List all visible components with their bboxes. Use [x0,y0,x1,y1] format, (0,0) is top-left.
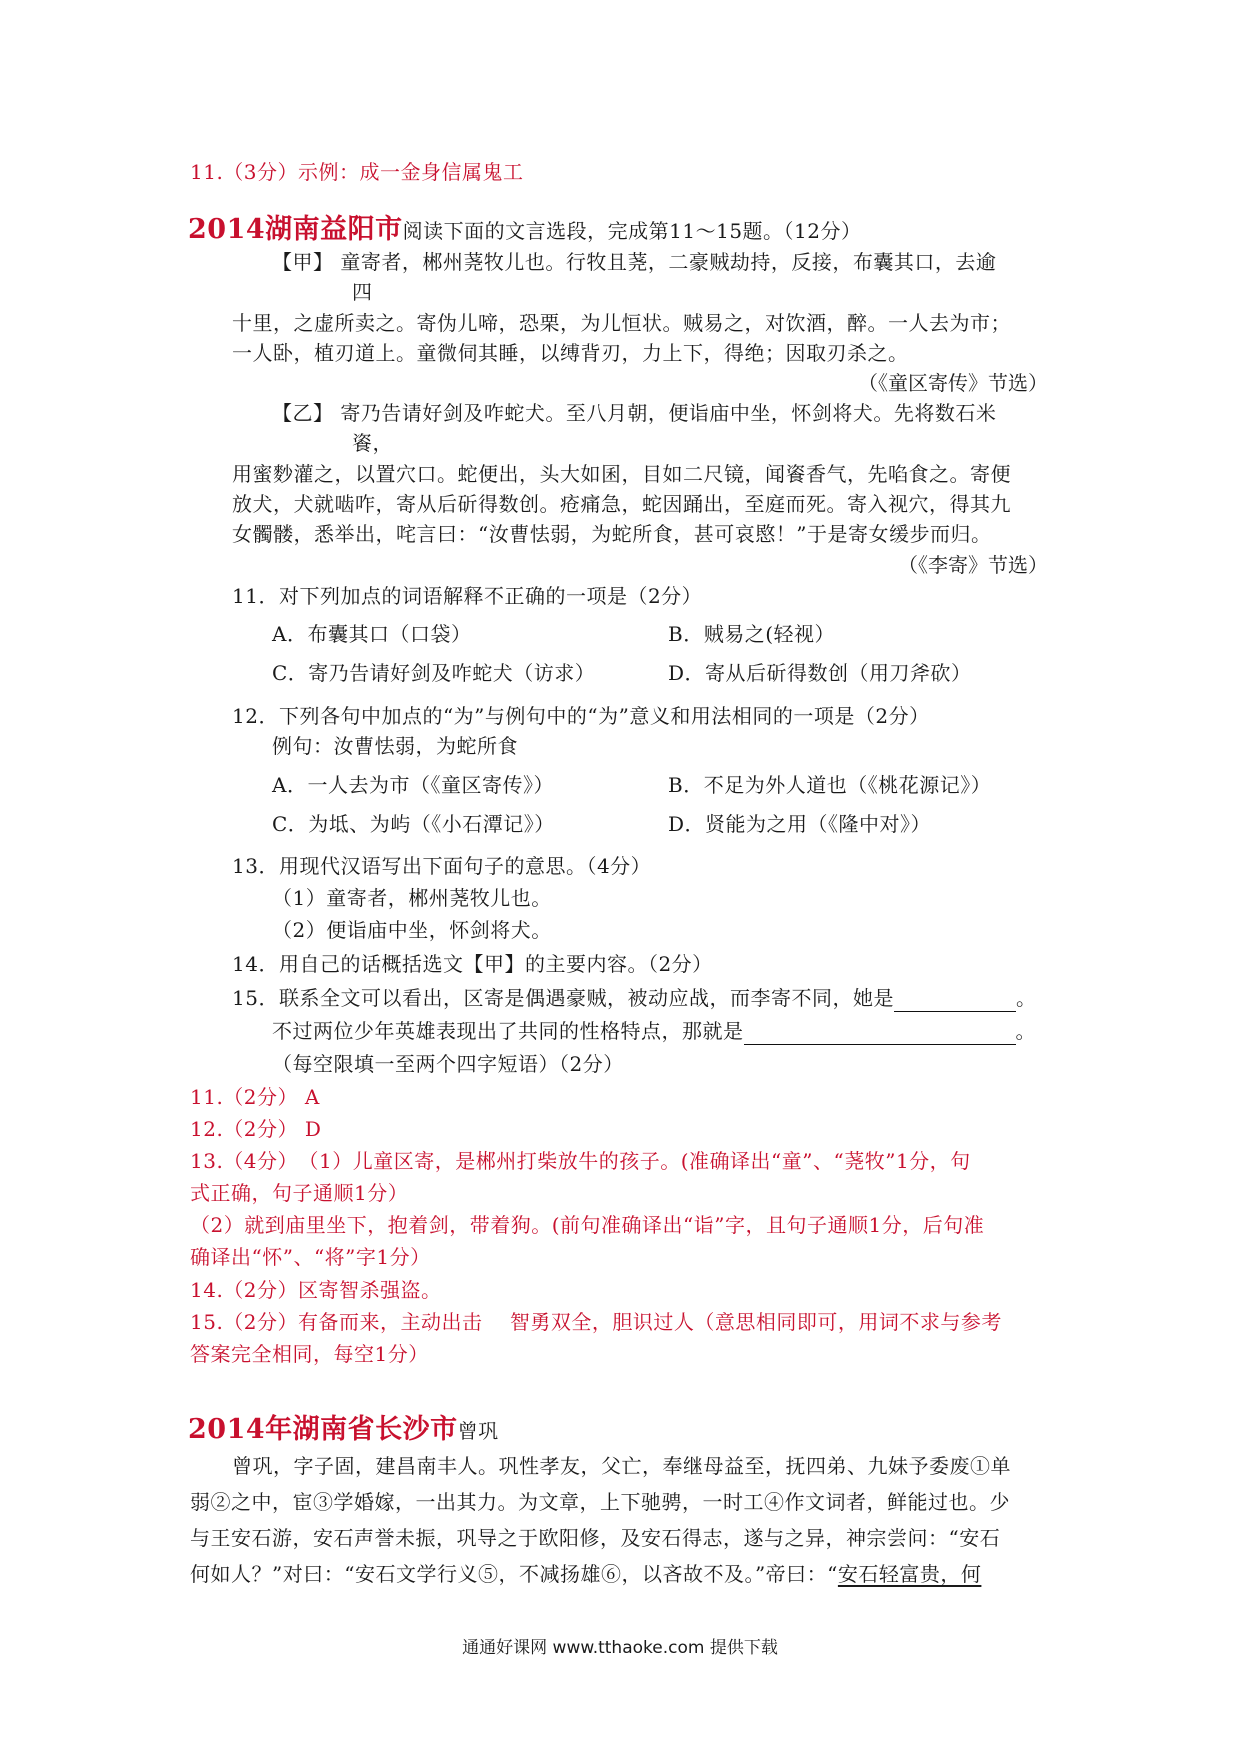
q11-option-b: B．贼易之(轻视） [668,622,835,646]
jia-line-4: 一人卧，植刃道上。童微伺其睡，以缚背刃，力上下，得绝；因取刃杀之。 [232,341,909,365]
passage2-line-1: 曾巩，字子固，建昌南丰人。巩性孝友，父亡，奉继母益至，抚四弟、九妹予委废①单 [232,1454,1011,1478]
yi-line-1: 【乙】 寄乃告请好剑及咋蛇犬。至八月朝，便诣庙中坐，怀剑将犬。先将数石米 [272,401,997,425]
answer-14: 14.（2分）区寄智杀强盗。 [190,1278,442,1302]
jia-line-3: 十里，之虚所卖之。寄伪儿啼，恐栗，为儿恒状。贼易之，对饮酒，醉。一人去为市； [232,311,1011,335]
passage2-line-2: 弱②之中，宦③学婚嫁，一出其力。为文章，上下驰骋，一时工④作文词者，鲜能过也。少 [190,1490,1010,1514]
q15-end-1: 。 [1015,986,1037,1010]
answer-13-line-1: 13.（4分） （1）儿童区寄，是郴州打柴放牛的孩子。(准确译出“童”、“荛牧”1分，句 [190,1149,971,1173]
q11-option-d: D．寄从后斫得数创（用刀斧砍） [668,661,972,685]
answer-15-line-1: 15.（2分）有备而来，主动出击 智勇双全，胆识过人（意思相同即可，用词不求与参考 [190,1310,1002,1334]
q11-option-c: C．寄乃告请好剑及咋蛇犬（访求） [272,661,596,685]
footer-credit: 通通好课网 www.tthaoke.com 提供下载 [462,1638,778,1658]
q12-stem: 12．下列各句中加点的“为”与例句中的“为”意义和用法相同的一项是（2分） [232,704,930,728]
section-title: 2014湖南益阳市 [188,214,403,245]
q15-blank-1[interactable] [894,989,1016,1012]
yi-line-3: 用蜜麨灌之，以置穴口。蛇便出，头大如囷，目如二尺镜，闻餈香气，先啗食之。寄便 [232,462,1011,486]
q15-line-3: （每空限填一至两个四字短语）（2分） [272,1052,624,1076]
jia-source: （《童区寄传》节选） [858,371,1048,395]
jia-line-1: 【甲】 童寄者，郴州荛牧儿也。行牧且荛，二豪贼劫持，反接，布囊其口，去逾 [272,250,997,274]
section2-subtitle: 曾巩 [457,1419,499,1443]
yi-source: （《李寄》节选） [898,553,1048,577]
previous-answer: 11.（3分）示例：成一金身信属鬼工 [190,160,524,184]
passage2-line-4 [190,1560,981,1588]
jia-line-2: 四 [352,280,373,304]
q15-blank-2[interactable] [744,1022,1016,1045]
q13-stem: 13．用现代汉语写出下面句子的意思。（4分） [232,854,652,878]
section-intro: 阅读下面的文言选段，完成第11～15题。（12分） [402,219,862,243]
yi-line-2: 餈， [352,431,393,455]
q12-example: 例句：汝曹怯弱，为蛇所食 [272,734,518,758]
section2-title: 2014年湖南省长沙市 [188,1414,458,1445]
yi-line-5: 女髑髅，悉举出，咤言曰：“汝曹怯弱，为蛇所食，甚可哀愍！”于是寄女缓步而归。 [232,522,992,546]
answer-12: 12.（2分） D [190,1117,322,1141]
q15-line-2 [272,1017,1036,1045]
q15-text-2: 不过两位少年英雄表现出了共同的性格特点，那就是 [272,1019,744,1043]
q12-option-b: B．不足为外人道也（《桃花源记》） [668,773,992,797]
yi-line-4: 放犬，犬就啮咋，寄从后斫得数创。疮痛急，蛇因踊出，至庭而死。寄入视穴，得其九 [232,492,1011,516]
q12-option-a: A．一人去为市（《童区寄传》） [272,773,554,797]
q15-end-2: 。 [1015,1019,1036,1043]
answer-13-line-4: 确译出“怀”、“将”字1分） [190,1245,431,1269]
q12-option-d: D．贤能为之用（《隆中对》） [668,812,932,836]
q13-sentence-1: （1）童寄者，郴州荛牧儿也。 [272,886,552,910]
q11-option-a: A．布囊其口（口袋） [272,622,472,646]
q15-text-1: 15．联系全文可以看出，区寄是偶遇豪贼，被动应战，而李寄不同，她是 [232,986,894,1010]
q14-stem: 14．用自己的话概括选文【甲】的主要内容。（2分） [232,952,713,976]
answer-13-line-3: （2）就到庙里坐下，抱着剑，带着狗。(前句准确译出“诣”字，且句子通顺1分，后句准 [190,1213,985,1237]
passage2-line-4-text: 何如人？”对曰：“安石文学行义⑤，不减扬雄⑥，以吝故不及。”帝曰：“ [190,1562,838,1586]
passage2-line-3: 与王安石游，安石声誉未振，巩导之于欧阳修，及安石得志，遂与之异，神宗尝问：“安石 [190,1526,1001,1550]
answer-15-line-2: 答案完全相同，每空1分） [190,1342,429,1366]
q11-stem: 11．对下列加点的词语解释不正确的一项是（2分） [232,584,703,608]
answer-11: 11.（2分） A [190,1085,320,1109]
section-heading-yiyang [188,216,862,245]
q12-option-c: C．为坻、为屿（《小石潭记》） [272,812,555,836]
section-heading-changsha [188,1416,499,1445]
q15-line-1 [232,984,1036,1012]
passage2-underlined-phrase: 安石轻富贵，何 [837,1562,982,1586]
q13-sentence-2: （2）便诣庙中坐，怀剑将犬。 [272,918,552,942]
answer-13-line-2: 式正确，句子通顺1分） [190,1181,409,1205]
